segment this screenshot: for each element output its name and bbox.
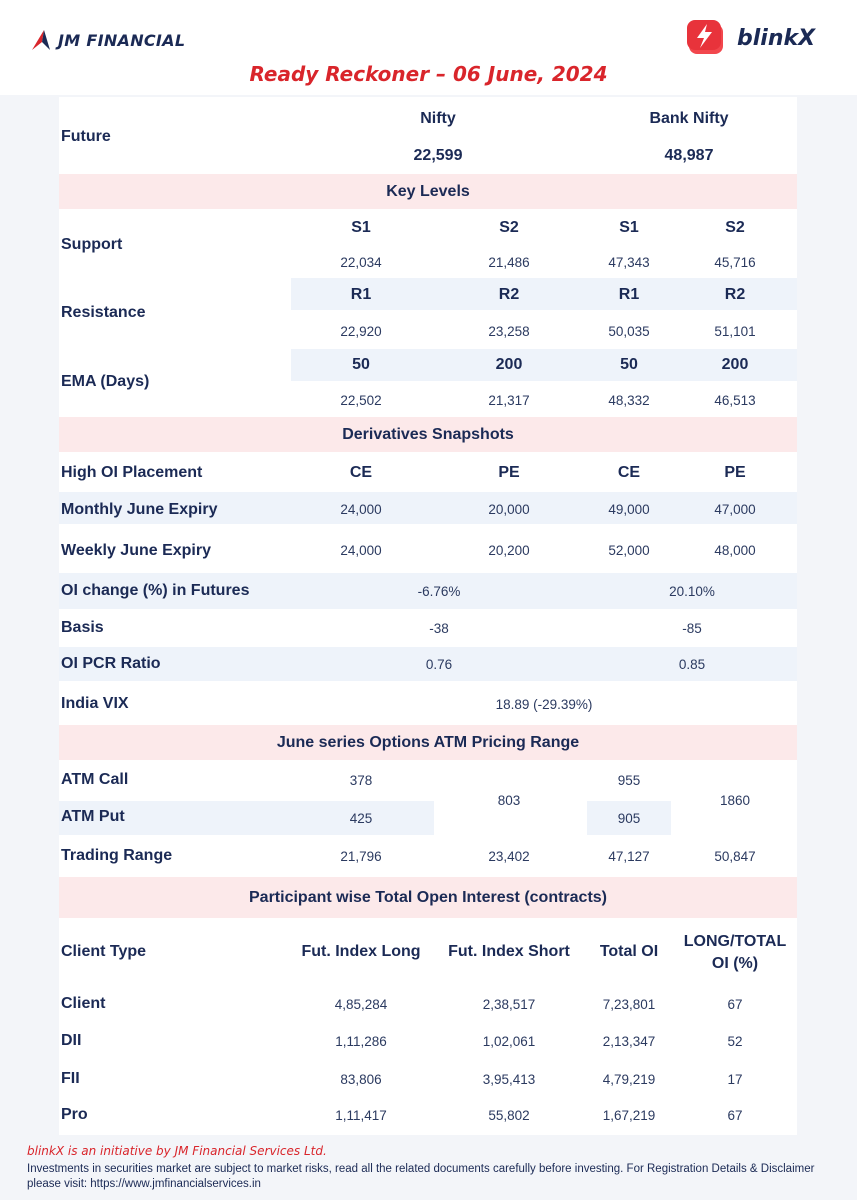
- oi-placement-label: High OI Placement: [61, 464, 203, 481]
- atm-call-banknifty: 955: [617, 773, 641, 788]
- blinkx-bolt-icon: [685, 18, 729, 58]
- support-s1-banknifty: S1: [619, 219, 639, 236]
- weekly-value: 48,000: [714, 543, 756, 558]
- ema-200-banknifty: 200: [721, 356, 749, 373]
- ema-50-banknifty: 50: [620, 356, 638, 373]
- header: [0, 0, 857, 95]
- weekly-value: 52,000: [608, 543, 650, 558]
- row-total-oi: 7,23,801: [602, 997, 656, 1012]
- atm-call-nifty: 378: [349, 773, 373, 788]
- row-fut-short: 55,802: [488, 1108, 530, 1123]
- resistance-r1-banknifty: R1: [618, 286, 640, 303]
- blinkx-logo-text: blinkX: [737, 25, 816, 51]
- blinkx-logo[interactable]: [685, 18, 815, 58]
- derivatives-heading: Derivatives Snapshots: [342, 426, 514, 443]
- resistance-r2-banknifty: R2: [724, 286, 746, 303]
- weekly-value: 24,000: [340, 543, 382, 558]
- weekly-value: 20,200: [488, 543, 530, 558]
- key-levels-heading: Key Levels: [386, 183, 470, 200]
- monthly-value: 20,000: [488, 502, 530, 517]
- resistance-value: 51,101: [714, 324, 756, 339]
- banknifty-future-value: 48,987: [664, 147, 714, 164]
- resistance-label: Resistance: [61, 304, 146, 321]
- support-value: 22,034: [340, 255, 382, 270]
- india-vix-value: 18.89 (-29.39%): [495, 697, 593, 712]
- monthly-value: 49,000: [608, 502, 650, 517]
- row-client-type: Client: [61, 995, 106, 1012]
- row-fut-long: 83,806: [340, 1072, 382, 1087]
- col-long-total-line1: LONG/TOTAL: [683, 933, 787, 950]
- row-long-pct: 52: [727, 1034, 743, 1049]
- support-s2-banknifty: S2: [725, 219, 745, 236]
- row-total-oi: 4,79,219: [602, 1072, 656, 1087]
- initiative-note: blinkX is an initiative by JM Financial Services Ltd.: [27, 1144, 327, 1158]
- support-label: Support: [61, 236, 123, 253]
- oi-change-banknifty: 20.10%: [669, 584, 715, 599]
- row-fut-short: 3,95,413: [482, 1072, 536, 1087]
- row-fut-long: 1,11,286: [335, 1034, 387, 1049]
- oi-change-label: OI change (%) in Futures: [61, 582, 250, 599]
- row-fut-long: 4,85,284: [334, 997, 388, 1012]
- pcr-nifty: 0.76: [425, 657, 453, 672]
- weekly-expiry-label: Weekly June Expiry: [61, 542, 211, 559]
- nifty-header: Nifty: [420, 110, 456, 127]
- support-s2-nifty: S2: [499, 219, 519, 236]
- ready-reckoner-table: [59, 97, 797, 1135]
- col-long-total-line2: OI (%): [711, 955, 759, 972]
- support-value: 47,343: [608, 255, 650, 270]
- row-fut-long: 1,11,417: [335, 1108, 387, 1123]
- jm-swoosh-icon: [30, 28, 52, 52]
- support-s1-nifty: S1: [351, 219, 371, 236]
- trading-range-value: 47,127: [608, 849, 650, 864]
- india-vix-label: India VIX: [61, 695, 129, 712]
- monthly-value: 24,000: [340, 502, 382, 517]
- row-long-pct: 67: [727, 997, 743, 1012]
- ema-value: 48,332: [608, 393, 650, 408]
- row-client-type: DII: [61, 1032, 82, 1049]
- basis-banknifty: -85: [682, 621, 702, 636]
- oi-pe-nifty: PE: [498, 464, 520, 481]
- banknifty-header: Bank Nifty: [649, 110, 729, 127]
- oi-ce-banknifty: CE: [617, 464, 641, 481]
- monthly-value: 47,000: [714, 502, 756, 517]
- basis-nifty: -38: [429, 621, 449, 636]
- support-value: 45,716: [714, 255, 756, 270]
- trading-range-value: 21,796: [340, 849, 382, 864]
- ema-value: 46,513: [714, 393, 756, 408]
- ema-50-nifty: 50: [352, 356, 370, 373]
- oi-change-nifty: -6.76%: [417, 584, 461, 599]
- ema-label: EMA (Days): [61, 373, 150, 390]
- col-client-type: Client Type: [61, 943, 147, 960]
- trading-range-value: 50,847: [714, 849, 756, 864]
- resistance-value: 23,258: [488, 324, 530, 339]
- future-label: Future: [61, 128, 111, 145]
- atm-call-label: ATM Call: [61, 771, 129, 788]
- support-value: 21,486: [488, 255, 530, 270]
- nifty-future-value: 22,599: [413, 147, 463, 164]
- col-total-oi: Total OI: [599, 943, 659, 960]
- atm-put-banknifty: 905: [617, 811, 641, 826]
- ema-value: 22,502: [340, 393, 382, 408]
- monthly-expiry-label: Monthly June Expiry: [61, 501, 218, 518]
- ema-200-nifty: 200: [495, 356, 523, 373]
- pcr-banknifty: 0.85: [678, 657, 706, 672]
- row-client-type: Pro: [61, 1106, 88, 1123]
- atm-put-nifty: 425: [349, 811, 373, 826]
- jm-logo-text: JM FINANCIAL: [58, 30, 186, 50]
- col-fut-index-short: Fut. Index Short: [448, 943, 570, 960]
- jm-financial-logo[interactable]: [30, 28, 185, 52]
- resistance-r1-nifty: R1: [350, 286, 372, 303]
- row-total-oi: 2,13,347: [602, 1034, 656, 1049]
- pcr-label: OI PCR Ratio: [61, 655, 161, 672]
- resistance-value: 50,035: [608, 324, 650, 339]
- resistance-r2-nifty: R2: [498, 286, 520, 303]
- oi-pe-banknifty: PE: [724, 464, 746, 481]
- banknifty-straddle-value: 1860: [719, 793, 751, 808]
- atm-put-label: ATM Put: [61, 808, 125, 825]
- options-heading: June series Options ATM Pricing Range: [276, 734, 580, 751]
- trading-range-value: 23,402: [488, 849, 530, 864]
- resistance-value: 22,920: [340, 324, 382, 339]
- basis-label: Basis: [61, 619, 104, 636]
- row-client-type: FII: [61, 1070, 80, 1087]
- participants-heading: Participant wise Total Open Interest (contracts): [249, 889, 607, 906]
- col-fut-index-long: Fut. Index Long: [301, 943, 421, 960]
- row-long-pct: 67: [727, 1108, 743, 1123]
- ema-value: 21,317: [488, 393, 530, 408]
- row-long-pct: 17: [727, 1072, 743, 1087]
- page-title: Ready Reckoner – 06 June, 2024: [249, 62, 608, 86]
- nifty-straddle-value: 803: [497, 793, 521, 808]
- disclaimer-text: Investments in securities market are subject to market risks, read all the related documents carefully before investing. For Registration Details & Disclaimer please visit: https://www.jmfinancialservices.in: [27, 1163, 815, 1190]
- trading-range-label: Trading Range: [61, 847, 173, 864]
- row-total-oi: 1,67,219: [602, 1108, 656, 1123]
- oi-ce-nifty: CE: [349, 464, 373, 481]
- row-fut-short: 1,02,061: [482, 1034, 536, 1049]
- row-fut-short: 2,38,517: [482, 997, 536, 1012]
